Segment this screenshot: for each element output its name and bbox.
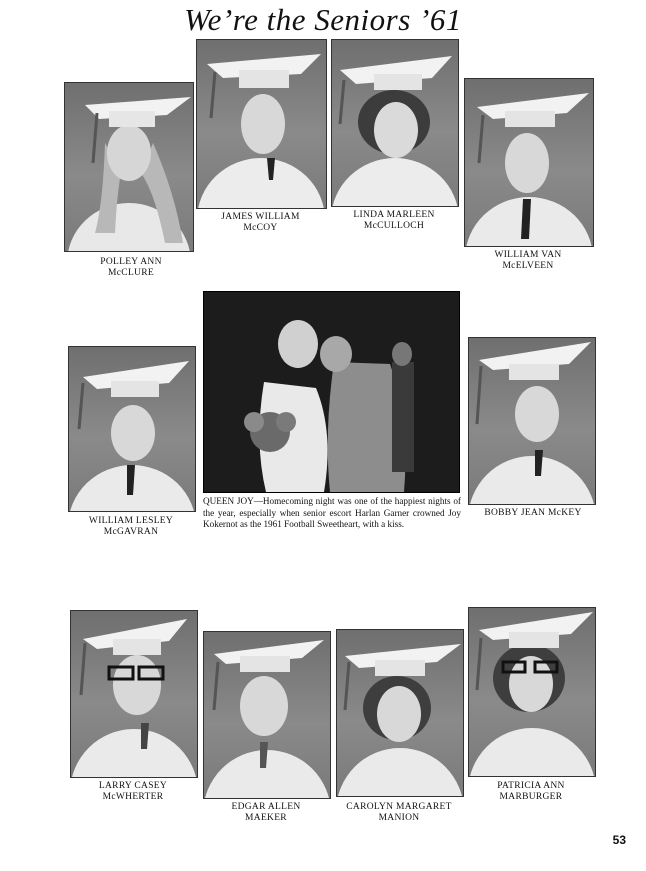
senior-last-name: MAEKER xyxy=(245,813,287,823)
senior-caption xyxy=(331,210,457,232)
senior-first-name: LARRY CASEY xyxy=(98,781,168,791)
senior-first-name: JAMES WILLIAM xyxy=(221,212,300,222)
senior-portrait xyxy=(331,39,459,207)
page-number: 53 xyxy=(612,833,626,847)
senior-portrait xyxy=(68,346,196,512)
portrait-illustration xyxy=(332,40,458,206)
senior-caption xyxy=(203,802,329,824)
senior-first-name: LINDA MARLEEN xyxy=(353,210,435,220)
senior-portrait xyxy=(468,337,596,505)
senior-last-name: McGAVRAN xyxy=(103,527,159,537)
portrait-illustration xyxy=(69,347,195,511)
senior-first-name: CAROLYN MARGARET xyxy=(346,802,452,812)
senior-first-name: EDGAR ALLEN xyxy=(231,802,301,812)
senior-portrait xyxy=(64,82,194,252)
senior-last-name: MANION xyxy=(378,813,420,823)
senior-caption xyxy=(70,781,196,803)
page-title: We’re the Seniors ’61 xyxy=(184,2,462,37)
senior-caption xyxy=(332,802,466,824)
senior-portrait xyxy=(70,610,198,778)
portrait-illustration xyxy=(65,83,193,251)
senior-first-name: PATRICIA ANN xyxy=(497,781,565,791)
senior-caption xyxy=(62,516,200,538)
senior-first-name: WILLIAM VAN xyxy=(494,250,562,260)
senior-last-name: McCOY xyxy=(243,223,278,233)
senior-caption xyxy=(468,781,594,803)
senior-portrait xyxy=(336,629,464,797)
senior-last-name: McCULLOCH xyxy=(363,221,425,231)
senior-first-name: BOBBY JEAN McKEY xyxy=(484,508,582,518)
portrait-illustration xyxy=(337,630,463,796)
senior-last-name: McWHERTER xyxy=(102,792,164,802)
portrait-illustration xyxy=(465,79,593,246)
senior-first-name: WILLIAM LESLEY xyxy=(88,516,174,526)
senior-portrait xyxy=(464,78,594,247)
senior-caption xyxy=(468,508,598,519)
senior-caption xyxy=(464,250,592,272)
homecoming-photo xyxy=(203,291,460,493)
portrait-illustration xyxy=(469,338,595,504)
homecoming-illustration xyxy=(204,292,459,492)
portrait-illustration xyxy=(469,608,595,776)
senior-first-name: POLLEY ANN xyxy=(100,257,162,267)
senior-last-name: McCLURE xyxy=(108,268,154,278)
senior-last-name: McELVEEN xyxy=(502,261,554,271)
portrait-illustration xyxy=(204,632,330,798)
senior-portrait xyxy=(196,39,327,209)
senior-caption xyxy=(64,257,198,279)
portrait-illustration xyxy=(71,611,197,777)
senior-portrait xyxy=(203,631,331,799)
senior-caption xyxy=(196,212,325,234)
senior-last-name: MARBURGER xyxy=(499,792,563,802)
senior-portrait xyxy=(468,607,596,777)
homecoming-caption: QUEEN JOY—Homecoming night was one of the happiest nights of the year, especially when senior escort Harlan Garner crowned Joy Kokernot as the 1961 Football Sweetheart, with a kiss. xyxy=(203,496,461,529)
portrait-illustration xyxy=(197,40,326,208)
